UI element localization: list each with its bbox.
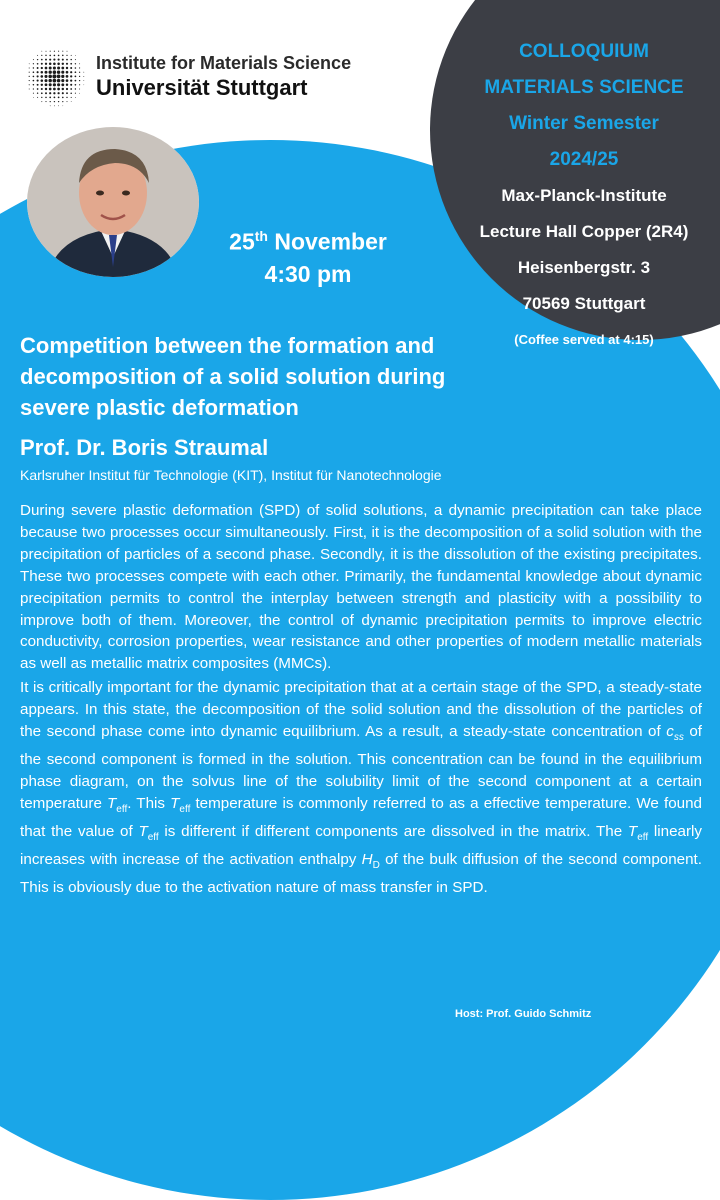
semester-label: Winter Semester bbox=[509, 113, 659, 134]
street-address: Heisenbergstr. 3 bbox=[517, 258, 651, 277]
colloquium-info bbox=[448, 34, 720, 358]
speaker-photo bbox=[27, 127, 199, 277]
colloquium-title: COLLOQUIUM bbox=[519, 41, 649, 62]
event-day-suffix: th bbox=[254, 228, 268, 244]
speaker-portrait-icon bbox=[27, 127, 199, 277]
coffee-note: (Coffee served at 4:15) bbox=[514, 332, 654, 347]
abstract-paragraph-2: It is critically important for the dynamic precipitation that at a certain stage of the SPD, a steady-state appears. In this state, the decomposition of the solid solution and the dissolution of the particles of the second phase come into dynamic equilibrium. As a result, a steady-state concentration of $c_{ss}$ of the second component is formed in the solution. This concentration can be found in the equilibrium phase diagram, on the solvus line of the solubility limit of the second component at a certain temperature $T_{eff}$. This $T_{eff}$ temperature is commonly referred to as a effective temperature. We found that the value of $T_{eff}$ is different if different components are dissolved in the matrix. The $T_{eff}$ linearly increases with increase of the activation enthalpy $H_D$ of the bulk diffusion of the second component. This is obviously due to the activation nature of mass transfer in SPD. bbox=[20, 679, 703, 896]
host-credit: Host: Prof. Guido Schmitz bbox=[455, 1008, 592, 1020]
speaker-name: Prof. Dr. Boris Straumal bbox=[20, 435, 269, 460]
city-address: 70569 Stuttgart bbox=[522, 294, 646, 313]
university-logo bbox=[22, 44, 351, 110]
semester-year: 2024/25 bbox=[549, 149, 619, 170]
lecture-hall: Lecture Hall Copper (2R4) bbox=[479, 222, 689, 241]
event-date-time bbox=[208, 220, 408, 290]
event-month: November bbox=[274, 228, 387, 255]
colloquium-subtitle: MATERIALS SCIENCE bbox=[484, 77, 684, 98]
abstract-paragraph-1: During severe plastic deformation (SPD) of solid solutions, a dynamic precipitation can take place because two processes occur simultaneously. First, it is the decomposition of a solid solution with the precipitation of particles of a second phase. Secondly, it is the dissolution of the existing precipitates. These two processes compete with each other. Primarily, the fundamental knowledge about dynamic precipitation permits to control the interplay between strength and plasticity with a possibility to improve both of them. Moreover, the control of dynamic precipitation permits to improve electric conductivity, corrosion properties, wear resistance and other properties of modern metallic materials as well as metallic matrix composites (MMCs). bbox=[20, 502, 702, 673]
dot-sphere-logo-icon bbox=[22, 44, 88, 110]
event-time: 4:30 pm bbox=[264, 260, 352, 287]
event-date bbox=[208, 220, 408, 258]
university-name: Universität Stuttgart bbox=[96, 74, 308, 100]
event-day: 25 bbox=[229, 228, 255, 255]
talk-title: Competition between the formation and decomposition of a solid solution during severe plastic deformation bbox=[20, 333, 446, 420]
institute-name: Institute for Materials Science bbox=[96, 53, 352, 73]
venue-name: Max-Planck-Institute bbox=[501, 186, 667, 205]
abstract bbox=[20, 500, 702, 901]
speaker-affiliation: Karlsruher Institut für Technologie (KIT), Institut für Nanotechnologie bbox=[20, 467, 442, 483]
